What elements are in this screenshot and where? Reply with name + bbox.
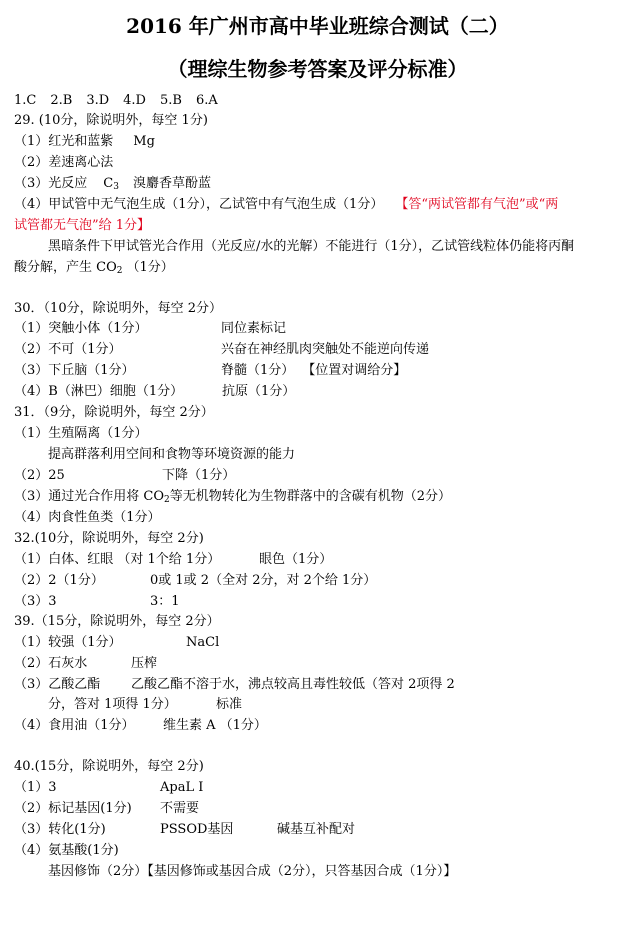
document-title: 2016 年广州市高中毕业班综合测试（二） [126,14,509,38]
q31-r3-a: （2）25 [14,468,65,483]
q32-r2-b: 0或 1或 2（全对 2分，对 2个给 1分） [150,573,377,588]
q29-r1-num: （1） [14,134,49,149]
q40-r2-a: （2）标记基因(1分) [14,801,132,816]
q29-row-4-note-cont: 试管都无气泡”给 1分】 [14,218,151,233]
q40-row-4: （4）氨基酸(1分) [14,843,119,858]
q29-row-4 [14,197,558,213]
q29-row-6 [14,260,174,279]
q31-row-4 [14,489,451,508]
q40-r3-c: 碱基互补配对 [277,822,356,837]
q39-r1-b: NaCl [186,635,220,650]
mc-answers [14,93,218,109]
q29-r6-score: （1分） [126,260,174,275]
q29-r4-note: 【答“两试管都有气泡”或“两 [395,197,559,212]
q39-r5-a: （4）食用油（1分） [14,718,135,733]
q30-r1-b: 同位素标记 [221,321,287,336]
q31-r4-text: （3）通过光合作用将 CO [14,489,165,504]
q39-r3-a: （3）乙酸乙酯 [14,677,101,692]
q30-r3-b: 脊髓（1分） [221,363,295,378]
q31-r4-sub: 2 [164,495,170,505]
q32-r1-a: （1）白体、红眼 （对 1个给 1分） [14,552,221,567]
q40-row-5: 基因修饰（2分）【基因修饰或基因合成（2分），只答基因合成（1分）】 [48,864,457,879]
q39-r2-b: 压榨 [131,656,158,671]
q29-r6-sub: 2 [116,266,123,276]
q40-r1-a: （1）3 [14,780,57,795]
q40-r3-b: PSSOD基因 [160,822,234,837]
mc-answer-4: 4.D [123,93,146,108]
q29-row-3 [14,176,211,195]
q39-r2-a: （2）石灰水 [14,656,88,671]
q29-r3-answer: （3）光反应 [14,176,88,191]
document-subtitle: （理综生物参考答案及评分标准） [167,57,468,81]
q30-heading: 30．（10分，除说明外，每空 2分） [14,301,222,316]
q29-r1-element: Mg [133,134,155,149]
q39-r5-b: 维生素 A （1分） [163,718,267,733]
mc-answer-6: 6.A [195,93,218,108]
mc-answer-2: 2.B [50,93,73,108]
q30-r3-a: （3）下丘脑（1分） [14,363,135,378]
q32-r2-a: （2）2（1分） [14,573,104,588]
q30-r4-a: （4）B（淋巴）细胞（1分） [14,384,184,399]
q31-row-1: （1）生殖隔离（1分） [14,426,148,441]
q31-r4-rest: 等无机物转化为生物群落中的含碳有机物（2分） [169,489,452,504]
q29-heading: 29. (10分，除说明外，每空 1分) [14,113,208,128]
q31-row-2: 提高群落利用空间和食物等环境资源的能力 [48,447,296,462]
q29-r6-text: 酸分解，产生 CO [14,260,117,275]
q39-r3-b: 乙酸乙酯不溶于水，沸点较高且毒性较低（答对 2项得 2 [131,677,455,692]
q39-r4-b: 标准 [216,697,243,712]
q31-row-5: （4）肉食性鱼类（1分） [14,510,161,525]
q29-row-5: 黑暗条件下甲试管光合作用（光反应/水的光解）不能进行（1分），乙试管线粒体仍能将丙酮 [48,239,575,254]
q40-r2-b: 不需要 [160,801,200,816]
q30-r1-a: （1）突触小体（1分） [14,321,148,336]
q32-heading: 32.(10分，除说明外，每空 2分) [14,531,204,546]
mc-answer-5: 5.B [159,93,182,108]
q31-heading: 31．（9分，除说明外，每空 2分） [14,405,214,420]
mc-answer-3: 3.D [86,93,110,108]
q29-r3-c: C [103,176,114,191]
q32-r3-b: 3：1 [150,594,180,609]
q30-r4-b: 抗原（1分） [222,384,296,399]
q40-heading: 40.(15分，除说明外，每空 2分) [14,759,204,774]
q39-heading: 39.（15分，除说明外，每空 2分） [14,614,220,629]
q39-r1-a: （1）较强（1分） [14,635,122,650]
q29-r3-c-sub: 3 [113,182,119,192]
q30-r2-b: 兴奋在神经肌肉突触处不能逆向传递 [221,342,430,357]
q40-r3-a: （3）转化(1分) [14,822,106,837]
q30-row-3-right [221,363,406,379]
q29-r4-answer: （4）甲试管中无气泡生成（1分），乙试管中有气泡生成（1分） [14,197,384,212]
q30-r2-a: （2）不可（1分） [14,342,122,357]
q29-row-2: （2）差速离心法 [14,155,114,170]
q32-r1-b: 眼色（1分） [259,552,333,567]
q32-r3-a: （3）3 [14,594,57,609]
q29-row-1 [14,134,155,150]
q31-r3-b: 下降（1分） [162,468,236,483]
q30-r3-note: 【位置对调给分】 [302,363,407,378]
q29-r1-answer: 红光和蓝紫 [48,134,114,149]
q40-r1-b: ApaL Ⅰ [160,780,204,795]
q29-r3-reagent: 溴麝香草酚蓝 [132,176,211,191]
q39-r4-a: 分，答对 1项得 1分） [48,697,177,712]
mc-answer-1: 1.C [14,93,37,108]
q30-row-1 [14,321,148,337]
